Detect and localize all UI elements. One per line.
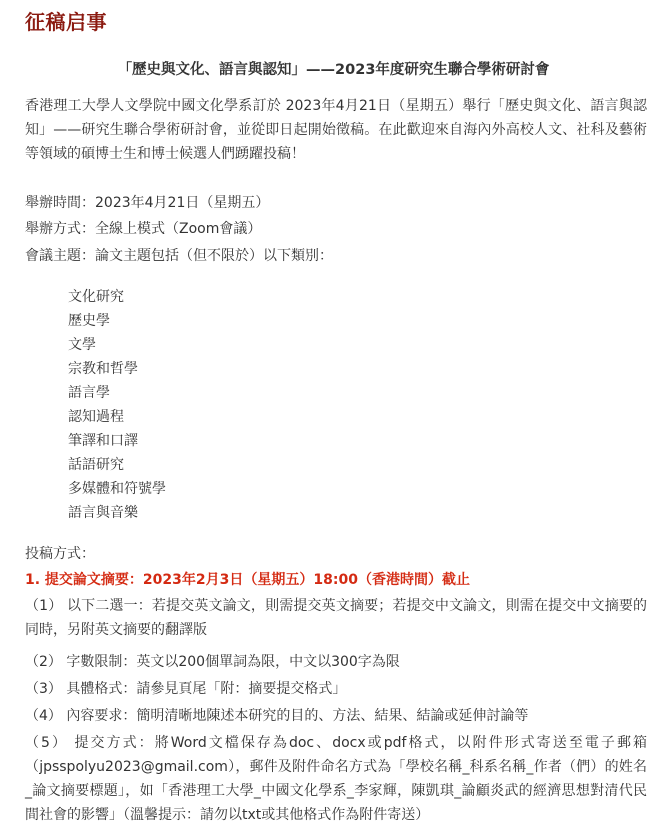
topic-item: 歷史學 [68, 313, 110, 329]
intro-paragraph: 香港理工大學人文學院中國文化學系訂於 2023年4月21日（星期五）舉行「歷史與文化、語言與認知」——研究生聯合學術研討會，並從即日起開始徵稿。在此歡迎來自海內外高校人文、社科及藝術等領域的碩博士生和博士候選人們踴躍投稿！ [25, 98, 647, 162]
topic-item: 語言學 [68, 385, 110, 401]
topic-item: 文化研究 [68, 289, 124, 305]
page-title: 征稿启事 [25, 10, 107, 34]
submission-item-1: （1） 以下二選一：若提交英文論文，則需提交英文摘要；若提交中文論文，則需在提交中文摘要的同時，另附英文摘要的翻譯版 [25, 598, 647, 638]
topic-item: 筆譯和口譯 [68, 433, 138, 449]
submission-heading: 投稿方式： [25, 546, 95, 562]
submission-item-5: （5） 提交方式：將Word文檔保存為doc、docx或pdf格式，以附件形式寄送至電子郵箱（jpsspolyu2023@gmail.com），郵件及附件命名方式為「學校名稱_科系名稱_作者（們）的姓名_論文摘要標題」，如「香港理工大學_中國文化學系_李家輝，陳凱琪_論顧炎武的經濟思想對清代民間社會的影響」（溫馨提示：請勿以txt或其他格式作為附件寄送） [25, 735, 647, 823]
topic-item: 文學 [68, 337, 96, 353]
topic-item: 多媒體和符號學 [68, 481, 166, 497]
submission-item-2: （2） 字數限制：英文以200個單詞為限，中文以300字為限 [25, 654, 400, 670]
submission-item-4: （4） 內容要求：簡明清晰地陳述本研究的目的、方法、結果、結論或延伸討論等 [25, 708, 529, 724]
event-date: 舉辦時間：2023年4月21日（星期五） [25, 195, 270, 211]
topic-item: 宗教和哲學 [68, 361, 138, 377]
conference-subtitle: 「歷史與文化、語言與認知」——2023年度研究生聯合學術研討會 [117, 62, 550, 78]
topic-item: 認知過程 [68, 409, 124, 425]
topic-item: 語言與音樂 [68, 505, 138, 521]
topic-item: 話語研究 [68, 457, 124, 473]
conference-theme: 會議主題：論文主題包括（但不限於）以下類別： [25, 248, 333, 264]
submission-item-3: （3） 具體格式：請參見頁尾「附：摘要提交格式」 [25, 681, 347, 697]
abstract-deadline: 1. 提交論文摘要：2023年2月3日（星期五）18:00（香港時間）截止 [25, 572, 470, 588]
event-mode: 舉辦方式：全線上模式（Zoom會議） [25, 221, 262, 237]
